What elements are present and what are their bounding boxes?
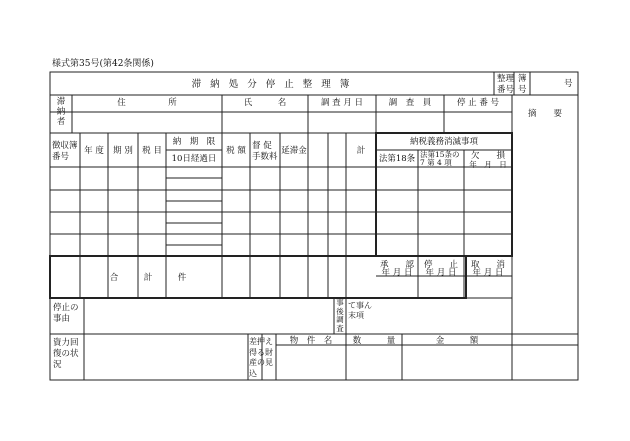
- extinction-column: 納税義務消滅事項: [409, 137, 479, 147]
- approval-label: 承 認: [379, 260, 415, 270]
- late-fee-column: 延滞金: [281, 146, 307, 156]
- deficiency-ymd: 年 月 日: [469, 160, 507, 169]
- surveyor-header: 調 査 員: [388, 98, 432, 108]
- address-header: 住 所: [117, 98, 177, 108]
- ledger-label-b: 番号: [497, 85, 515, 95]
- form-reference: 様式第35号(第42条関係): [52, 59, 154, 69]
- reason-label: 停止の事由: [53, 303, 79, 324]
- approval-ymd: 年 月 日: [381, 268, 413, 278]
- recovery-label: 資力回復の状況: [53, 338, 79, 370]
- year-column: 年 度: [84, 146, 104, 156]
- ledger-label-a: 整理: [497, 74, 515, 84]
- totals-label: 合 計 件: [109, 273, 187, 283]
- form-title: 滞 納 処 分 停 止 整 理 簿: [191, 79, 353, 90]
- art15-column: 法第15条の7 第 4 項: [420, 150, 460, 167]
- item-name-header: 物 件 名: [289, 336, 333, 346]
- period-column: 期 別: [113, 146, 133, 156]
- remarks-header: 摘 要: [527, 109, 563, 119]
- art18-column: 法第18条: [378, 154, 416, 164]
- delinquent-label: 滞納者: [56, 97, 66, 127]
- matters-label: て事ん末項: [348, 301, 372, 320]
- cancel-ymd: 年 月 日: [472, 268, 504, 278]
- quantity-header: 数 量: [352, 336, 396, 346]
- ledger-label-e: 号: [564, 79, 573, 89]
- stop-ymd: 年 月 日: [425, 268, 457, 278]
- dunning-fee-column: 督 促 手数料: [252, 141, 278, 162]
- deadline-column: 納 期 限: [172, 137, 216, 147]
- amount-header: 金 額: [435, 336, 479, 346]
- stop-label: 停 止: [423, 260, 459, 270]
- cancel-label: 取 消: [470, 260, 506, 270]
- stop-no-header: 停 止 番 号: [456, 98, 500, 108]
- deficiency-column: 欠 損: [470, 151, 506, 161]
- amount-column: 税 額: [226, 146, 246, 156]
- post-survey-label: 事後調査: [336, 298, 344, 333]
- ledger-label-c: 簿: [518, 74, 527, 84]
- tax-item-column: 税 目: [142, 146, 162, 156]
- name-header: 氏 名: [243, 98, 287, 108]
- seizable-property-label: 差押え得る財産の見込: [249, 337, 273, 378]
- ledger-no-column: 徴収簿番号: [52, 141, 78, 162]
- total-column: 計: [356, 146, 366, 156]
- after-10days-column: 10日経過日: [171, 154, 217, 164]
- ledger-label-d: 号: [518, 85, 527, 95]
- survey-date-header: 調 査 月 日: [320, 98, 364, 108]
